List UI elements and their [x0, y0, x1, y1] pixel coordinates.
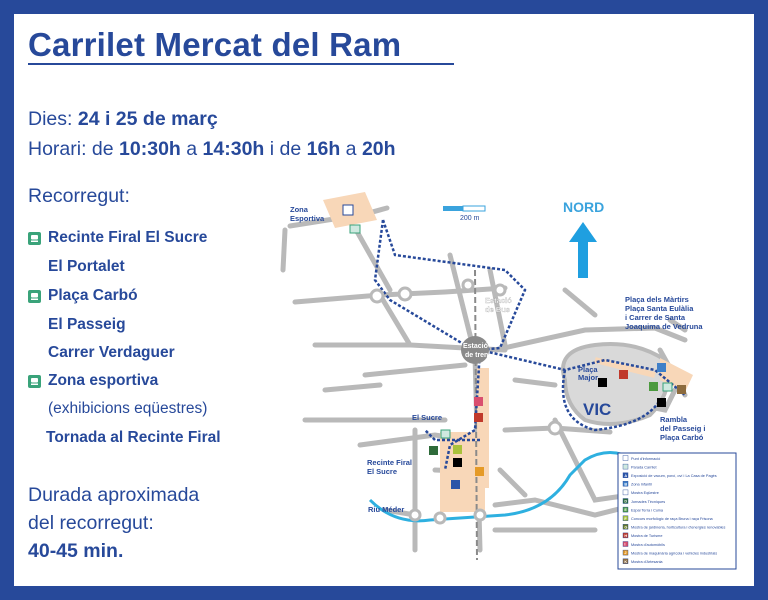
- marker-b: [657, 363, 666, 372]
- legend-label: Zona Infantil: [631, 482, 652, 487]
- route-heading: Recorregut:: [28, 185, 130, 207]
- duration-line-2: del recorregut:: [28, 512, 154, 534]
- marker-c: [343, 205, 353, 215]
- legend-label: Mostra d'Artesania: [631, 560, 663, 564]
- marker-e: [649, 382, 658, 391]
- legend-label: Mostra d'automòbils: [631, 542, 665, 547]
- route-waypoint: [46, 429, 221, 447]
- label-placa-major: Plaça: [578, 365, 598, 374]
- marker-h: [619, 370, 628, 379]
- label-estacio-bus: Estació: [485, 296, 512, 305]
- north-arrow-icon: [569, 222, 597, 278]
- label-recinte: El Sucre: [367, 467, 398, 476]
- legend-key: i: [624, 456, 626, 461]
- hours-end-1: 14:30h: [202, 138, 265, 160]
- label-recinte: Recinte Firal: [367, 458, 413, 467]
- legend-key: K: [624, 559, 628, 564]
- tram-stop-marker: [663, 383, 672, 391]
- marker-info: [657, 398, 666, 407]
- label-estacio-bus: de Bus: [485, 305, 511, 314]
- title-underline: [28, 63, 454, 65]
- label-zona-esportiva: Esportiva: [290, 214, 325, 223]
- tram-stop-icon: [28, 290, 41, 303]
- route-stop-label: Plaça Carbó: [48, 287, 138, 304]
- route-waypoint-label: Carrer Verdaguer: [48, 344, 175, 361]
- legend-key: C: [624, 491, 628, 495]
- legend-key: A: [624, 473, 628, 478]
- dates-value: 24 i 25 de març: [77, 108, 218, 130]
- legend-key: F: [624, 516, 627, 521]
- hours-start-2: 16h: [306, 138, 341, 160]
- route-waypoint: [48, 316, 126, 334]
- route-waypoint-label: El Portalet: [48, 258, 125, 275]
- route-stop-label: Zona esportiva: [48, 372, 159, 389]
- route-waypoint-label: El Passeig: [48, 316, 126, 333]
- train-station-marker: [461, 336, 489, 364]
- route-stop: [28, 229, 207, 247]
- label-zona-esportiva: Zona: [290, 205, 308, 214]
- legend-swatch: [623, 464, 628, 469]
- label-martirs: i Carrer de Santa: [625, 313, 686, 322]
- north-label: NORD: [563, 199, 605, 215]
- marker-i: [474, 397, 483, 406]
- route-stop: [28, 372, 158, 390]
- marker-info: [598, 378, 607, 387]
- label-rambla: Plaça Carbó: [660, 433, 704, 442]
- label-estacio-tren: Estació: [463, 343, 488, 350]
- marker-k: [677, 385, 686, 394]
- hours-connector: a: [345, 138, 357, 160]
- tram-stop-icon: [28, 232, 41, 245]
- route-map: [265, 170, 740, 570]
- legend-key: J: [624, 551, 627, 556]
- page-title: Carrilet Mercat del Ram: [28, 26, 402, 63]
- hours-label: Horari: de: [28, 138, 114, 160]
- legend-label: Mostra Eqüestre: [631, 491, 659, 496]
- legend-label: Exposició de vacum, porcí, oví i La Casa de Pagès: [631, 474, 717, 478]
- scale-bar: [443, 206, 463, 211]
- marker-j: [475, 467, 484, 476]
- legend-key: I: [624, 542, 626, 547]
- dates-line: [28, 108, 218, 131]
- legend-label: Jornades Tècniques: [631, 499, 666, 504]
- route-note: [48, 400, 207, 418]
- hours-connector: i de: [269, 138, 302, 160]
- dates-label: Dies:: [28, 108, 73, 130]
- tram-stop-marker: [441, 430, 450, 438]
- label-rambla: Rambla: [660, 415, 688, 424]
- marker-f: [453, 445, 462, 454]
- label-martirs: Plaça Santa Eulàlia: [625, 304, 694, 313]
- legend-key: H: [624, 534, 628, 538]
- label-estacio-tren: de tren: [465, 352, 489, 359]
- route-waypoint-label: Tornada al Recinte Firal: [46, 429, 221, 446]
- route-stop: [28, 287, 138, 305]
- label-placa-major: Major: [578, 373, 599, 382]
- route-stop-label: Recinte Firal El Sucre: [48, 229, 208, 246]
- label-riu: Riu Méder: [368, 505, 405, 514]
- legend-label: Espai Terra i Cuina: [631, 508, 664, 513]
- legend-label: Concurs morfològic de raça Bruna i raça Frisona: [631, 517, 713, 521]
- label-rambla: del Passeig i: [660, 424, 706, 433]
- legend-label: Parada Carrilet: [631, 465, 657, 470]
- label-martirs: Plaça dels Màrtirs: [625, 295, 689, 304]
- marker-h: [474, 413, 483, 422]
- duration-line-1: Durada aproximada: [28, 484, 200, 506]
- label-martirs: Joaquima de Vedruna: [625, 322, 703, 331]
- legend-key: B: [624, 482, 628, 487]
- legend-label: Mostra de maquinària agrícola i vehicles industrials: [631, 551, 718, 556]
- legend-label: Mostra de jardineria, horticultura i d'energies renovables: [631, 525, 726, 530]
- legend-key: G: [624, 525, 628, 530]
- route-waypoint: [48, 258, 125, 276]
- legend-label: Punt d'informació: [631, 456, 661, 461]
- route-waypoint: [48, 344, 175, 362]
- hours-connector: a: [186, 138, 198, 160]
- legend-key: D: [624, 499, 628, 504]
- hours-start-1: 10:30h: [119, 138, 181, 160]
- legend-label: Mostra de Turisme: [631, 534, 663, 539]
- hours-line: [28, 138, 396, 161]
- tram-stop-icon: [28, 375, 41, 388]
- tram-stop-marker: [350, 225, 360, 233]
- marker-a: [451, 480, 460, 489]
- marker-info: [453, 458, 462, 467]
- label-vic: VIC: [583, 400, 612, 419]
- route-note-label: (exhibicions eqüestres): [48, 400, 208, 417]
- duration-value: 40-45 min.: [28, 540, 124, 562]
- marker-d: [429, 446, 438, 455]
- legend-key: E: [624, 508, 627, 513]
- scale-label: 200 m: [460, 215, 480, 222]
- label-el-sucre: El Sucre: [412, 413, 443, 422]
- hours-end-2: 20h: [361, 138, 396, 160]
